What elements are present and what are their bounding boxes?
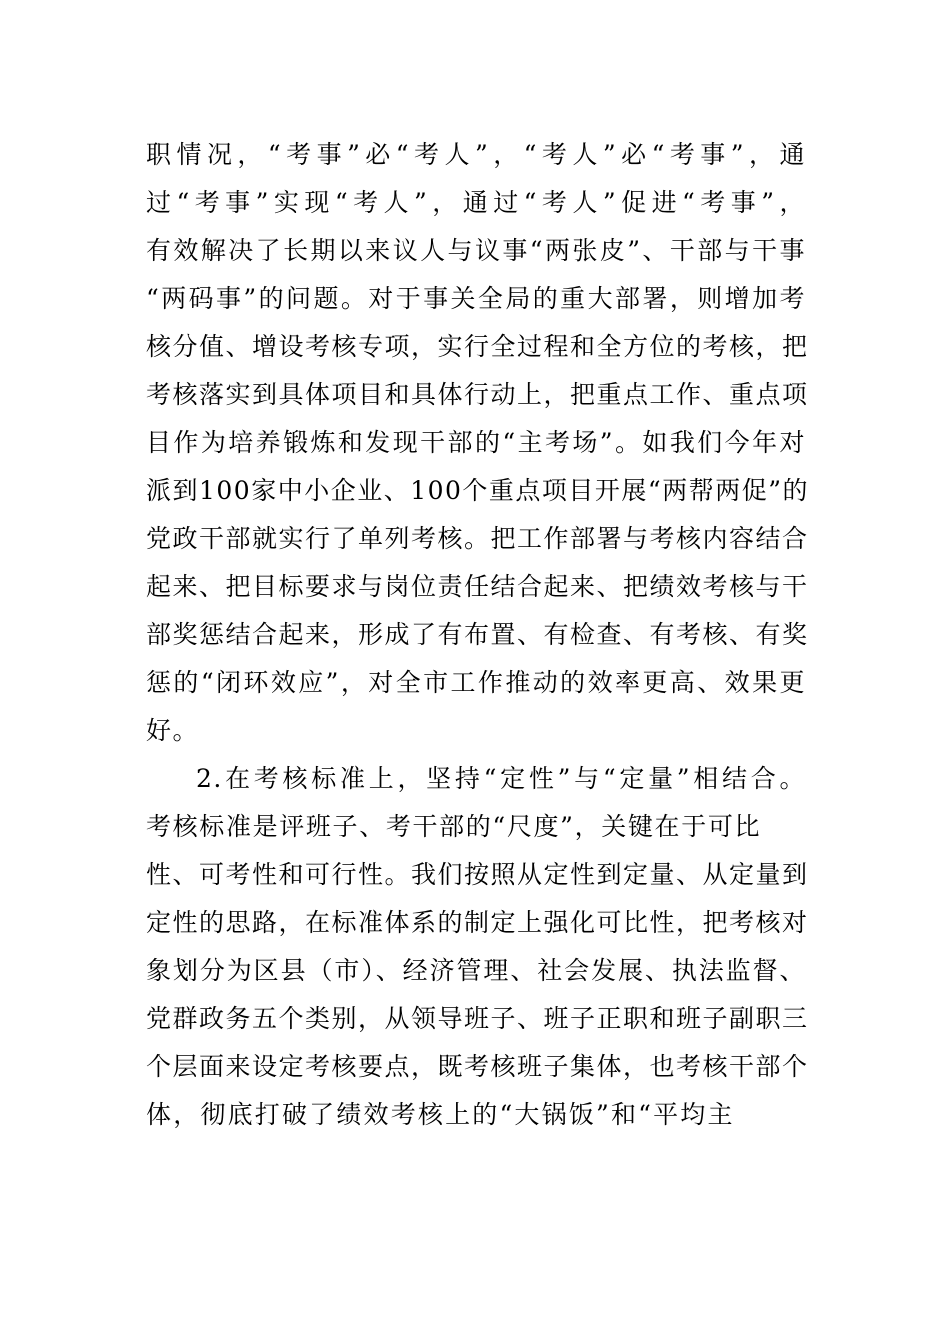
body-text-line: 党群政务五个类别，从领导班子、班子正职和班子副职三 — [146, 1004, 809, 1033]
body-text-line: 党政干部就实行了单列考核。把工作部署与考核内容结合 — [146, 524, 809, 553]
body-text-line: 考核标准是评班子、考干部的“尺度”，关键在于可比 — [146, 812, 761, 841]
body-text-line: 部奖惩结合起来，形成了有布置、有检查、有考核、有奖 — [146, 620, 809, 649]
body-text-line: 好。 — [146, 716, 200, 745]
body-text-line: 有效解决了长期以来议人与议事“两张皮”、干部与干事 — [146, 236, 806, 265]
body-text-line: 考核落实到具体项目和具体行动上，把重点工作、重点项 — [146, 380, 809, 409]
body-text-line: 过“考事”实现“考人”，通过“考人”促进“考事”， — [146, 188, 806, 217]
section-heading: 2.在考核标准上，坚持“定性”与“定量”相结合。 — [196, 764, 806, 793]
body-text-line: 定性的思路，在标准体系的制定上强化可比性，把考核对 — [146, 908, 809, 937]
body-text-line: 核分值、增设考核专项，实行全过程和全方位的考核，把 — [146, 332, 809, 361]
body-text-line: 起来、把目标要求与岗位责任结合起来、把绩效考核与干 — [146, 572, 809, 601]
body-text-line: “两码事”的问题。对于事关全局的重大部署，则增加考 — [146, 284, 806, 313]
body-text-line: 惩的“闭环效应”，对全市工作推动的效率更高、效果更 — [146, 668, 806, 697]
body-text-line: 体，彻底打破了绩效考核上的“大锅饭”和“平均主 — [146, 1100, 734, 1129]
body-text-line: 性、可考性和可行性。我们按照从定性到定量、从定量到 — [146, 860, 809, 889]
body-text-line: 个层面来设定考核要点，既考核班子集体，也考核干部个 — [146, 1052, 809, 1081]
body-text-line: 象划分为区县（市）、经济管理、社会发展、执法监督、 — [146, 956, 806, 985]
body-text-line: 职情况，“考事”必“考人”，“考人”必“考事”，通 — [146, 140, 806, 169]
body-text-line: 派到100家中小企业、100个重点项目开展“两帮两促”的 — [146, 476, 809, 505]
body-text-line: 目作为培养锻炼和发现干部的“主考场”。如我们今年对 — [146, 428, 806, 457]
